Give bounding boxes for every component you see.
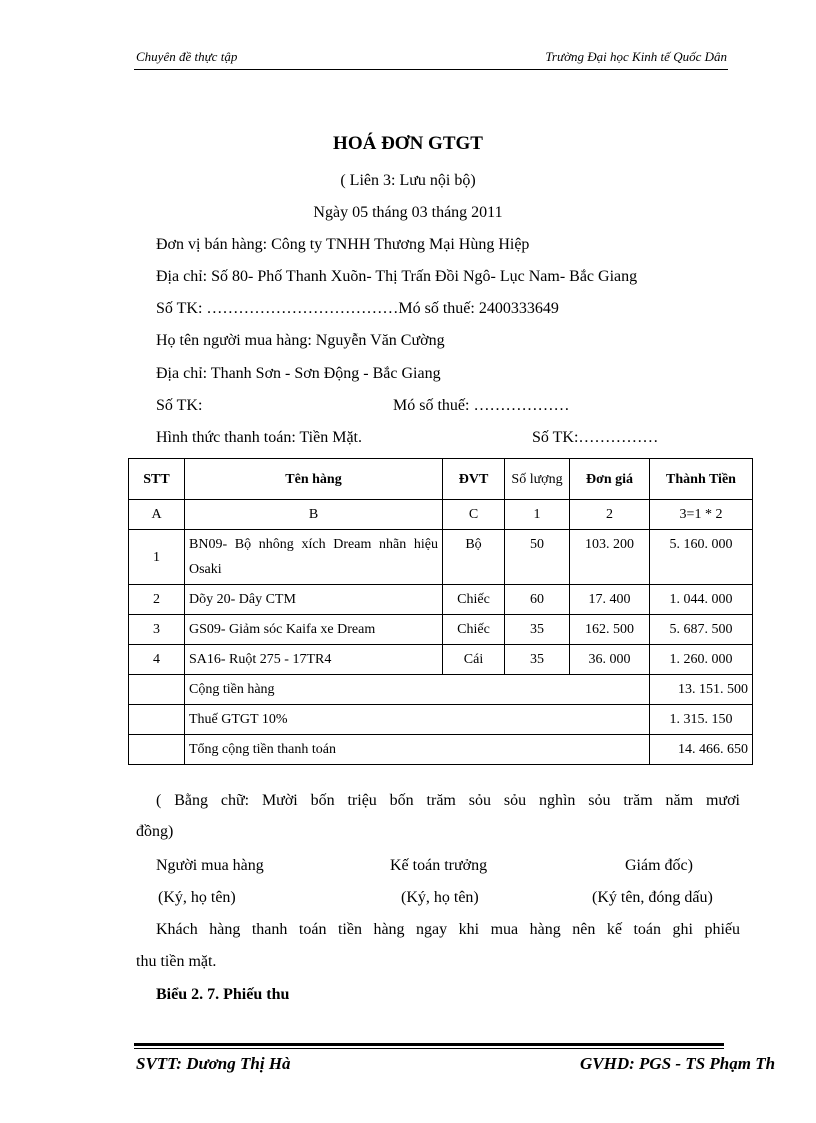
note-text: Khách hàng thanh toán tiền hàng ngay khi mua hàng nên kế toán ghi phiếu: [156, 921, 740, 938]
row-price: 17. 400: [570, 585, 650, 615]
row-stt: 1: [129, 530, 185, 585]
seller-account: Số TK: ………………………………Mó số thuế: 2400333649: [156, 300, 559, 317]
code-cell: C: [443, 500, 505, 530]
table-row: [129, 585, 753, 615]
row-unit: Chiếc: [443, 615, 505, 645]
sig-buyer: Người mua hàng: [156, 857, 264, 874]
amount-in-words-cont: đồng): [136, 823, 174, 840]
row-price: 36. 000: [570, 645, 650, 675]
row-qty: 35: [505, 615, 570, 645]
table-header-row: [129, 459, 753, 500]
grand-total-row: [129, 735, 753, 765]
row-unit: Chiếc: [443, 585, 505, 615]
table-row: [129, 615, 753, 645]
invoice-table: [128, 458, 753, 765]
caption: Biểu 2. 7. Phiếu thu: [156, 986, 290, 1003]
empty-cell: [129, 735, 185, 765]
footer-advisor: GVHD: PGS - TS Phạm Th: [580, 1054, 776, 1073]
vat-value: 1. 315. 150: [650, 705, 753, 735]
subtotal-label: Cộng tiền hàng: [185, 675, 650, 705]
row-total: 5. 160. 000: [650, 530, 753, 585]
vat-label: Thuế GTGT 10%: [185, 705, 650, 735]
table-row: [129, 530, 753, 585]
row-name: BN09- Bộ nhông xích Dream nhãn hiệu Osaki: [185, 530, 443, 585]
code-cell: 3=1 * 2: [650, 500, 753, 530]
row-name: SA16- Ruột 275 - 17TR4: [185, 645, 443, 675]
row-qty: 50: [505, 530, 570, 585]
col-name: Tên hàng: [185, 459, 443, 500]
row-name: Dõy 20- Dây CTM: [185, 585, 443, 615]
grand-total-value: 14. 466. 650: [650, 735, 753, 765]
row-stt: 3: [129, 615, 185, 645]
code-cell: B: [185, 500, 443, 530]
table-code-row: [129, 500, 753, 530]
sig-director: Giám đốc): [625, 857, 693, 874]
payment-method: Hình thức thanh toán: Tiền Mặt.: [156, 429, 362, 446]
payment-account: Số TK:……………: [532, 429, 659, 446]
invoice-copy: ( Liên 3: Lưu nội bộ): [340, 172, 476, 189]
row-total: 5. 687. 500: [650, 615, 753, 645]
invoice-date: Ngày 05 tháng 03 tháng 2011: [313, 204, 503, 221]
buyer-tax-code: Mó số thuế: ………………: [393, 397, 570, 414]
table-row: [129, 645, 753, 675]
amount-in-words: ( Bằng chữ: Mười bốn triệu bốn trăm sỏu sỏu nghìn sỏu trăm năm mươi: [156, 792, 740, 809]
footer-rule-thick: [134, 1043, 724, 1046]
col-price: Đơn giá: [570, 459, 650, 500]
row-price: 162. 500: [570, 615, 650, 645]
row-qty: 35: [505, 645, 570, 675]
row-unit: Bộ: [443, 530, 505, 585]
row-total: 1. 044. 000: [650, 585, 753, 615]
vat-row: [129, 705, 753, 735]
seller-name: Đơn vị bán hàng: Công ty TNHH Thương Mại Hùng Hiệp: [156, 236, 530, 253]
code-cell: A: [129, 500, 185, 530]
col-unit: ĐVT: [443, 459, 505, 500]
subtotal-row: [129, 675, 753, 705]
header-right: Trường Đại học Kinh tế Quốc Dân: [545, 49, 727, 64]
footer-rule-thin: [134, 1048, 724, 1049]
buyer-address: Địa chỉ: Thanh Sơn - Sơn Động - Bắc Giang: [156, 365, 441, 382]
row-unit: Cái: [443, 645, 505, 675]
sig-accountant-note: (Ký, họ tên): [401, 889, 479, 906]
row-price: 103. 200: [570, 530, 650, 585]
col-stt: STT: [129, 459, 185, 500]
col-total: Thành Tiền: [650, 459, 753, 500]
row-stt: 4: [129, 645, 185, 675]
sig-director-note: (Ký tên, đóng dấu): [592, 889, 713, 906]
header-rule: [134, 69, 728, 70]
buyer-name: Họ tên người mua hàng: Nguyễn Văn Cường: [156, 332, 445, 349]
footer-student: SVTT: Dương Thị Hà: [136, 1054, 291, 1073]
empty-cell: [129, 705, 185, 735]
row-stt: 2: [129, 585, 185, 615]
code-cell: 1: [505, 500, 570, 530]
buyer-account: Số TK:: [156, 397, 203, 414]
empty-cell: [129, 675, 185, 705]
col-qty: Số lượng: [505, 459, 570, 500]
grand-total-label: Tổng cộng tiền thanh toán: [185, 735, 650, 765]
subtotal-value: 13. 151. 500: [650, 675, 753, 705]
code-cell: 2: [570, 500, 650, 530]
invoice-title: HOÁ ĐƠN GTGT: [333, 133, 483, 154]
row-qty: 60: [505, 585, 570, 615]
header-left: Chuyên đề thực tập: [136, 49, 238, 64]
sig-accountant: Kế toán trưởng: [390, 857, 488, 874]
seller-address: Địa chỉ: Số 80- Phố Thanh Xuõn- Thị Trấn Đồi Ngô- Lục Nam- Bắc Giang: [156, 268, 638, 285]
note-text-cont: thu tiền mặt.: [136, 953, 217, 970]
row-total: 1. 260. 000: [650, 645, 753, 675]
row-name: GS09- Giảm sóc Kaifa xe Dream: [185, 615, 443, 645]
sig-buyer-note: (Ký, họ tên): [158, 889, 236, 906]
